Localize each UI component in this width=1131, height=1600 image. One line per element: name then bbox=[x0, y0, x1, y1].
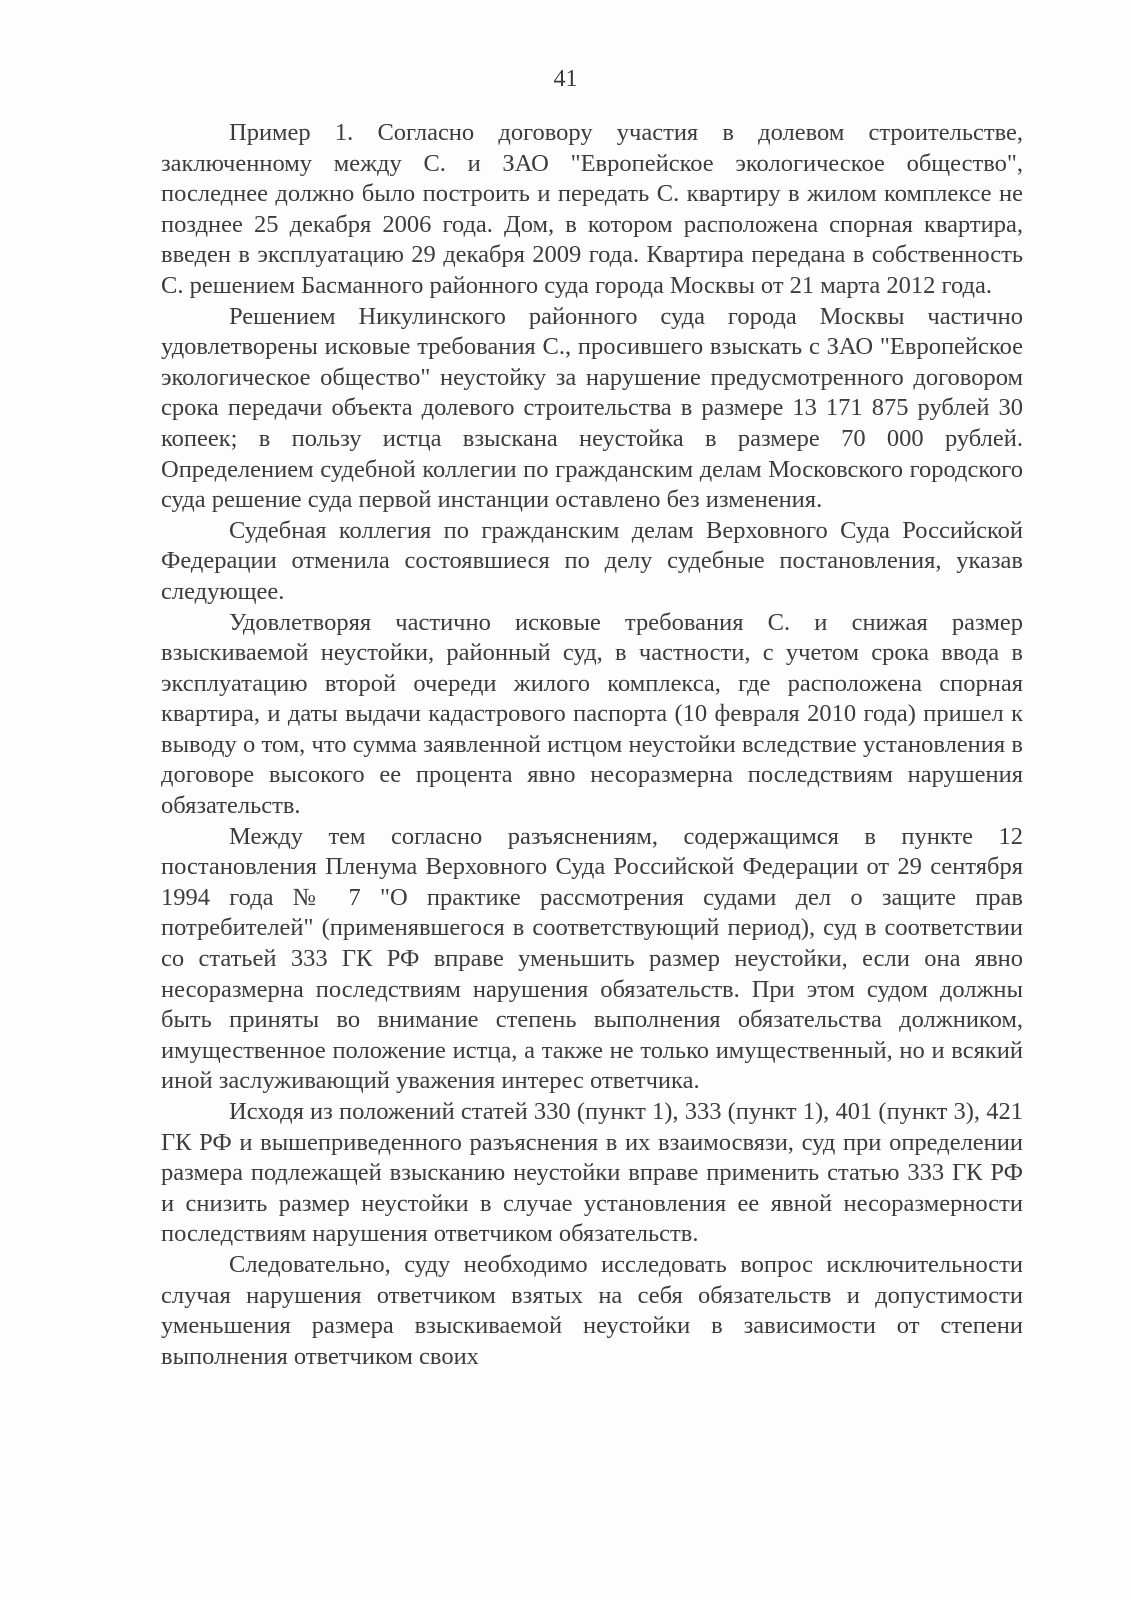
page-number: 41 bbox=[553, 66, 578, 92]
paragraph: Удовлетворяя частично исковые требования С. и снижая размер взыскиваемой неустойки, районный суд, в частности, с учетом срока ввода в эксплуатацию второй очереди жилого комплекса, где расположена спорная квартира, и даты выдачи кадастрового паспорта (10 февраля 2010 года) пришел к выводу о том, что сумма заявленной истцом неустойки вследствие установления в договоре высокого ее процента явно несоразмерна последствиям нарушения обязательств. bbox=[161, 608, 1023, 820]
paragraph: Судебная коллегия по гражданским делам Верховного Суда Российской Федерации отменила состоявшиеся по делу судебные постановления, указав следующее. bbox=[161, 516, 1023, 605]
paragraph: Пример 1. Согласно договору участия в долевом строительстве, заключенному между С. и ЗАО "Европейское экологическое общество", последнее должно было построить и передать С. квартиру в жилом комплексе не позднее 25 декабря 2006 года. Дом, в котором расположена спорная квартира, введен в эксплуатацию 29 декабря 2009 года. Квартира передана в собственность С. решением Басманного районного суда города Москвы от 21 марта 2012 года. bbox=[161, 119, 1023, 299]
document-body bbox=[161, 118, 1023, 1372]
paragraph: Между тем согласно разъяснениям, содержащимся в пункте 12 постановления Пленума Верховного Суда Российской Федерации от 29 сентября 1994 года № 7 "О практике рассмотрения судами дел о защите прав потребителей" (применявшегося в соответствующий период), суд в соответствии со статьей 333 ГК РФ вправе уменьшить размер неустойки, если она явно несоразмерна последствиям нарушения обязательств. При этом судом должны быть приняты во внимание степень выполнения обязательства должником, имущественное положение истца, а также не только имущественный, но и всякий иной заслуживающий уважения интерес ответчика. bbox=[161, 822, 1023, 1095]
paragraph: Следовательно, суду необходимо исследовать вопрос исключительности случая нарушения ответчиком взятых на себя обязательств и допустимости уменьшения размера взыскиваемой неустойки в зависимости от степени выполнения ответчиком своих bbox=[161, 1250, 1023, 1370]
paragraph: Решением Никулинского районного суда города Москвы частично удовлетворены исковые требования С., просившего взыскать с ЗАО "Европейское экологическое общество" неустойку за нарушение предусмотренного договором срока передачи объекта долевого строительства в размере 13 171 875 рублей 30 копеек; в пользу истца взыскана неустойка в размере 70 000 рублей. Определением судебной коллегии по гражданским делам Московского городского суда решение суда первой инстанции оставлено без изменения. bbox=[161, 302, 1023, 514]
paragraph: Исходя из положений статей 330 (пункт 1), 333 (пункт 1), 401 (пункт 3), 421 ГК РФ и вышеприведенного разъяснения в их взаимосвязи, суд при определении размера подлежащей взысканию неустойки вправе применить статью 333 ГК РФ и снизить размер неустойки в случае установления ее явной несоразмерности последствиям нарушения ответчиком обязательств. bbox=[161, 1098, 1023, 1248]
